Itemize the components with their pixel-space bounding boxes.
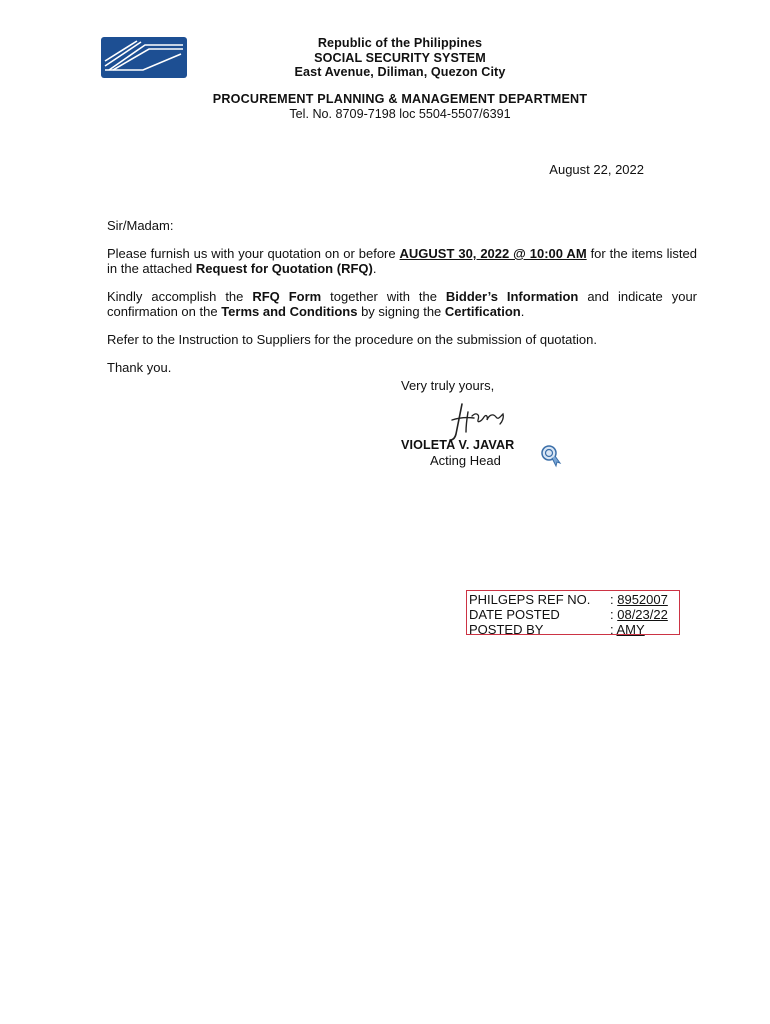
closing-line: Very truly yours, <box>401 378 495 393</box>
department-block <box>100 92 700 121</box>
text-segment: Please furnish us with your quotation on or before <box>107 246 400 261</box>
letterhead-agency: SOCIAL SECURITY SYSTEM <box>314 50 486 65</box>
paragraph-instructions <box>107 289 697 319</box>
text-segment: . <box>520 304 525 319</box>
certificate-badge-icon <box>540 444 562 468</box>
ref-value-text: 08/23/22 <box>617 607 668 622</box>
text-segment: and indicate your confirmation on the <box>107 289 697 319</box>
salutation: Sir/Madam: <box>107 218 174 233</box>
text-segment: Kindly accomplish the <box>107 289 253 304</box>
letterhead-country: Republic of the Philippines <box>317 36 483 50</box>
philgeps-reference-box <box>466 590 680 635</box>
paragraph-refer: Refer to the Instruction to Suppliers for the procedure on the submission of quotation. <box>107 332 597 347</box>
terms-text: Terms and Conditions <box>221 304 358 319</box>
letter-body <box>107 218 697 375</box>
letterhead-address: East Avenue, Diliman, Quezon City <box>294 65 506 79</box>
ref-separator: : <box>610 592 618 607</box>
deadline-text: AUGUST 30, 2022 @ 10:00 AM <box>399 246 587 261</box>
ref-label: POSTED BY <box>469 622 544 637</box>
ref-separator: : <box>610 607 618 622</box>
certification-text: Certification <box>444 304 521 319</box>
signer-title: Acting Head <box>430 453 501 468</box>
ref-row <box>469 592 679 607</box>
ref-value-text: 8952007 <box>617 592 668 607</box>
paragraph-deadline <box>107 246 697 276</box>
paragraph-thanks: Thank you. <box>107 360 172 375</box>
signer-name: VIOLETA V. JAVAR <box>401 438 515 452</box>
ref-separator: : <box>610 622 617 637</box>
ref-label: DATE POSTED <box>469 607 560 622</box>
ref-row <box>469 622 679 637</box>
rfq-text: Request for Quotation (RFQ) <box>195 261 373 276</box>
text-segment: . <box>372 261 377 276</box>
ref-label: PHILGEPS REF NO. <box>469 592 591 607</box>
letterhead <box>150 36 650 80</box>
ref-value <box>610 592 668 607</box>
text-segment: by signing the <box>357 304 445 319</box>
letter-date: August 22, 2022 <box>549 162 644 177</box>
ref-value-text: AMY <box>616 622 645 637</box>
department-tel: Tel. No. 8709-7198 loc 5504-5507/6391 <box>289 106 511 121</box>
text-segment: for the items listed in the attached <box>107 246 697 276</box>
text-segment: together with the <box>321 289 446 304</box>
department-name: PROCUREMENT PLANNING & MANAGEMENT DEPARTMENT <box>212 92 588 106</box>
ref-value <box>610 607 668 622</box>
rfq-form-text: RFQ Form <box>252 289 322 304</box>
ref-row <box>469 607 679 622</box>
ref-value <box>610 622 645 637</box>
bidder-info-text: Bidder’s Information <box>445 289 579 304</box>
